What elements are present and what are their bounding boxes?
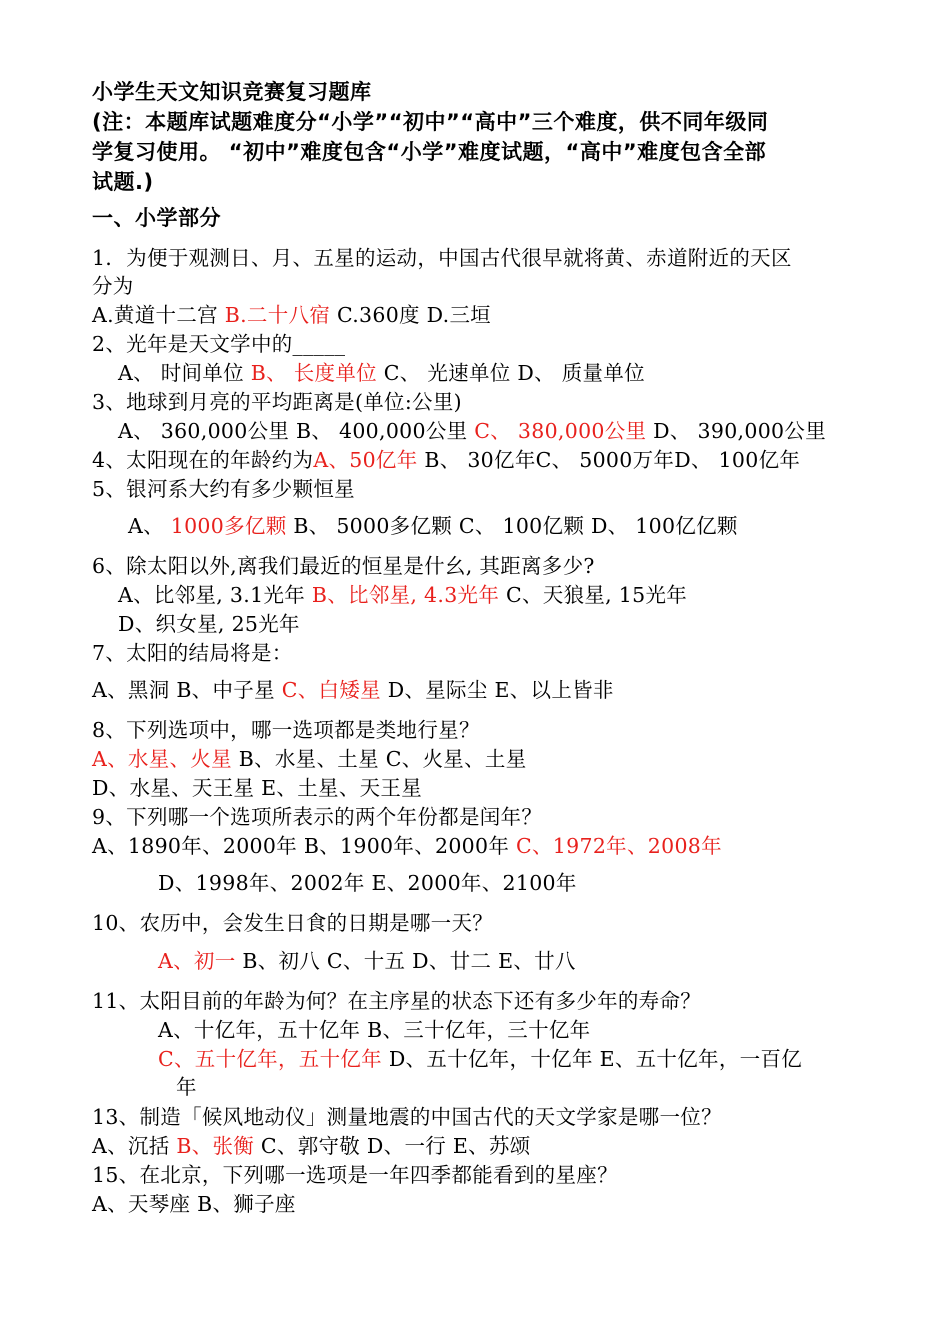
answer-highlight: B、张衡	[176, 1134, 255, 1158]
answer-highlight: C、 380,000公里	[474, 419, 647, 443]
question-3-stem: 3、地球到月亮的平均距离是(单位:公里)	[92, 390, 462, 414]
question-9-stem: 9、下列哪一个选项所表示的两个年份都是闰年？	[92, 805, 543, 829]
question-1-options: A.黄道十二宫 B.二十八宿 C.360度 D.三垣	[92, 303, 492, 327]
doc-note-line-2: 学复习使用。 “初中”难度包含“小学”难度试题，“高中”难度包含全部	[92, 140, 767, 164]
question-9-options-2: D、1998年、2002年 E、2000年、2100年	[158, 871, 577, 895]
answer-highlight: C、五十亿年，五十亿年	[158, 1047, 382, 1071]
question-1-stem-2: 分为	[92, 274, 134, 298]
question-13-options: A、沉括 B、张衡 C、郭守敬 D、一行 E、苏颂	[92, 1134, 531, 1158]
question-2-options: A、 时间单位 B、 长度单位 C、 光速单位 D、 质量单位	[118, 361, 645, 385]
question-10-stem: 10、农历中，会发生日食的日期是哪一天？	[92, 911, 494, 935]
doc-title: 小学生天文知识竞赛复习题库	[92, 80, 372, 104]
question-5-stem: 5、银河系大约有多少颗恒星	[92, 477, 355, 501]
question-8-options-2: D、水星、天王星 E、土星、天王星	[92, 776, 423, 800]
question-11-options-2: C、五十亿年，五十亿年 D、五十亿年，十亿年 E、五十亿年，一百亿	[158, 1047, 803, 1071]
question-13-stem: 13、制造「候风地动仪」测量地震的中国古代的天文学家是哪一位？	[92, 1105, 722, 1129]
question-7-stem: 7、太阳的结局将是：	[92, 641, 293, 665]
doc-note-line-1: (注：本题库试题难度分“小学”“初中”“高中”三个难度，供不同年级同	[92, 110, 769, 134]
question-15-options: A、天琴座 B、狮子座	[92, 1192, 296, 1216]
question-8-stem: 8、下列选项中，哪一选项都是类地行星？	[92, 718, 480, 742]
question-1-stem-1: 1．为便于观测日、月、五星的运动，中国古代很早就将黄、赤道附近的天区	[92, 246, 792, 270]
answer-highlight: B、比邻星, 4.3光年	[311, 583, 500, 607]
question-4: 4、太阳现在的年龄约为A、50亿年 B、 30亿年C、 5000万年D、 100亿年	[92, 448, 801, 472]
doc-note-line-3: 试题.)	[92, 170, 154, 194]
question-7-options: A、黑洞 B、中子星 C、白矮星 D、星际尘 E、以上皆非	[92, 678, 614, 702]
answer-highlight: B、 长度单位	[250, 361, 377, 385]
question-15-stem: 15、在北京，下列哪一选项是一年四季都能看到的星座？	[92, 1163, 618, 1187]
section-heading: 一、小学部分	[92, 206, 221, 230]
question-5-options: A、 1000多亿颗 B、 5000多亿颗 C、 100亿颗 D、 100亿亿颗	[128, 514, 738, 538]
answer-highlight: A、初一	[158, 949, 236, 973]
question-3-options: A、 360,000公里 B、 400,000公里 C、 380,000公里 D、 390,000公里	[118, 419, 827, 443]
answer-highlight: C、1972年、2008年	[516, 834, 722, 858]
answer-highlight: A、50亿年	[313, 448, 418, 472]
question-11-options-1: A、十亿年，五十亿年 B、三十亿年，三十亿年	[158, 1018, 591, 1042]
answer-highlight: 1000多亿颗	[170, 514, 287, 538]
question-8-options-1: A、水星、火星 B、水星、土星 C、火星、土星	[92, 747, 527, 771]
question-6-stem: 6、除太阳以外,离我们最近的恒星是什幺, 其距离多少?	[92, 554, 595, 578]
question-11-stem: 11、太阳目前的年龄为何？在主序星的状态下还有多少年的寿命？	[92, 989, 702, 1013]
question-2-stem: 2、光年是天文学中的_____	[92, 332, 346, 356]
answer-highlight: A、水星、火星	[92, 747, 232, 771]
question-9-options-1: A、1890年、2000年 B、1900年、2000年 C、1972年、2008年	[92, 834, 722, 858]
question-11-options-wrap: 年	[176, 1075, 197, 1099]
question-6-options-1: A、比邻星, 3.1光年 B、比邻星, 4.3光年 C、天狼星, 15光年	[118, 583, 688, 607]
question-10-options: A、初一 B、初八 C、十五 D、廿二 E、廿八	[158, 949, 576, 973]
question-6-options-2: D、织女星, 25光年	[118, 612, 300, 636]
answer-highlight: B.二十八宿	[224, 303, 331, 327]
answer-highlight: C、白矮星	[281, 678, 381, 702]
